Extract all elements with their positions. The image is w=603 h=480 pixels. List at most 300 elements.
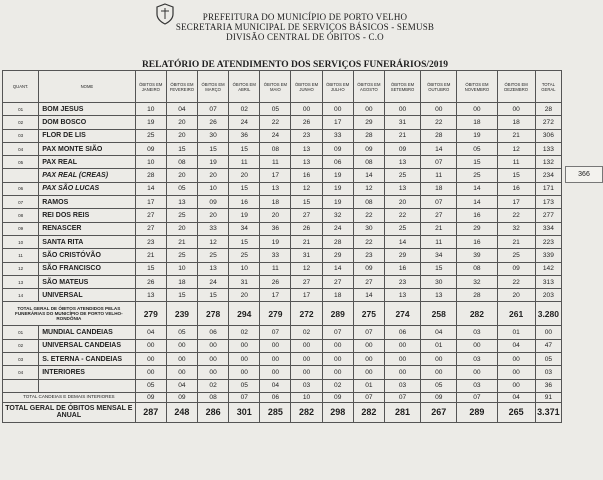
row-total: 05 <box>535 353 561 366</box>
month-value: 00 <box>291 366 322 379</box>
month-value: 12 <box>291 182 322 195</box>
month-value: 33 <box>322 129 353 142</box>
month-value: 29 <box>353 116 384 129</box>
month-value: 00 <box>322 366 353 379</box>
month-value: 23 <box>291 129 322 142</box>
month-value: 00 <box>198 339 229 352</box>
month-value: 27 <box>353 275 384 288</box>
month-value: 18 <box>166 275 197 288</box>
row-total: 234 <box>535 169 561 182</box>
month-value: 28 <box>421 129 457 142</box>
month-value: 09 <box>198 196 229 209</box>
month-value: 20 <box>229 169 260 182</box>
col-header-month: ÓBITOS EM MAIO <box>260 71 291 103</box>
month-value: 22 <box>353 235 384 248</box>
month-value: 00 <box>457 339 497 352</box>
month-value: 278 <box>198 302 229 326</box>
month-value: 19 <box>198 156 229 169</box>
month-value: 09 <box>384 142 420 155</box>
month-value: 08 <box>457 262 497 275</box>
month-value: 22 <box>497 275 535 288</box>
month-value: 06 <box>384 326 420 339</box>
month-value: 26 <box>135 275 166 288</box>
col-header-total: TOTAL GERAL <box>535 71 561 103</box>
row-total: 91 <box>535 392 561 402</box>
month-value: 30 <box>353 222 384 235</box>
month-value: 08 <box>353 196 384 209</box>
month-value: 05 <box>260 103 291 116</box>
month-value: 10 <box>229 262 260 275</box>
month-value: 09 <box>421 392 457 402</box>
row-name <box>39 379 136 392</box>
month-value: 13 <box>384 289 420 302</box>
table-row <box>3 142 562 155</box>
header-line-3: DIVISÃO CENTRAL DE ÓBITOS - C.O <box>226 32 384 42</box>
month-value: 34 <box>421 249 457 262</box>
row-index: 04 <box>3 366 39 379</box>
month-value: 04 <box>135 326 166 339</box>
month-value: 25 <box>457 169 497 182</box>
month-value: 24 <box>229 116 260 129</box>
month-value: 29 <box>322 249 353 262</box>
month-value: 286 <box>198 402 229 422</box>
month-value: 00 <box>229 339 260 352</box>
month-value: 24 <box>198 275 229 288</box>
row-name: UNIVERSAL CANDEIAS <box>39 339 136 352</box>
total-final-row <box>3 402 562 422</box>
month-value: 03 <box>291 379 322 392</box>
row-name: RAMOS <box>39 196 136 209</box>
month-value: 30 <box>198 129 229 142</box>
month-value: 265 <box>497 402 535 422</box>
month-value: 25 <box>384 169 420 182</box>
month-value: 20 <box>497 289 535 302</box>
row-index: 01 <box>3 326 39 339</box>
month-value: 21 <box>166 235 197 248</box>
month-value: 12 <box>497 142 535 155</box>
month-value: 16 <box>497 182 535 195</box>
month-value: 00 <box>353 366 384 379</box>
month-value: 20 <box>384 196 420 209</box>
month-value: 12 <box>353 182 384 195</box>
month-value: 15 <box>229 142 260 155</box>
month-value: 17 <box>135 196 166 209</box>
month-value: 07 <box>229 392 260 402</box>
table-row <box>3 222 562 235</box>
month-value: 25 <box>166 209 197 222</box>
month-value: 30 <box>421 275 457 288</box>
month-value: 16 <box>291 169 322 182</box>
month-value: 31 <box>384 116 420 129</box>
month-value: 07 <box>353 326 384 339</box>
month-value: 27 <box>291 209 322 222</box>
month-value: 15 <box>291 196 322 209</box>
month-value: 10 <box>198 182 229 195</box>
month-value: 21 <box>497 129 535 142</box>
month-value: 17 <box>291 289 322 302</box>
month-value: 32 <box>457 275 497 288</box>
month-value: 11 <box>421 235 457 248</box>
month-value: 19 <box>260 235 291 248</box>
month-value: 21 <box>497 235 535 248</box>
row-index: 12 <box>3 262 39 275</box>
month-value: 18 <box>260 196 291 209</box>
month-value: 17 <box>497 196 535 209</box>
month-value: 19 <box>457 129 497 142</box>
month-value: 28 <box>457 289 497 302</box>
month-value: 15 <box>457 156 497 169</box>
month-value: 00 <box>497 379 535 392</box>
month-value: 08 <box>198 392 229 402</box>
month-value: 12 <box>198 235 229 248</box>
month-value: 14 <box>353 169 384 182</box>
month-value: 00 <box>322 103 353 116</box>
row-total: 47 <box>535 339 561 352</box>
month-value: 00 <box>260 366 291 379</box>
month-value: 04 <box>497 392 535 402</box>
month-value: 282 <box>291 402 322 422</box>
table-row <box>3 262 562 275</box>
month-value: 298 <box>322 402 353 422</box>
month-value: 15 <box>198 142 229 155</box>
row-total: 277 <box>535 209 561 222</box>
month-value: 14 <box>457 182 497 195</box>
month-value: 27 <box>135 209 166 222</box>
row-total: 171 <box>535 182 561 195</box>
month-value: 04 <box>421 326 457 339</box>
month-value: 10 <box>291 392 322 402</box>
month-value: 00 <box>166 353 197 366</box>
month-value: 14 <box>353 289 384 302</box>
total-geral-row <box>3 302 562 326</box>
month-value: 05 <box>421 379 457 392</box>
row-total: 3.371 <box>535 402 561 422</box>
month-value: 11 <box>229 156 260 169</box>
month-value: 15 <box>421 262 457 275</box>
month-value: 07 <box>457 392 497 402</box>
row-total: 173 <box>535 196 561 209</box>
month-value: 08 <box>353 156 384 169</box>
month-value: 20 <box>166 116 197 129</box>
month-value: 24 <box>322 222 353 235</box>
month-value: 00 <box>353 339 384 352</box>
month-value: 36 <box>229 129 260 142</box>
month-value: 20 <box>166 169 197 182</box>
month-value: 20 <box>198 169 229 182</box>
month-value: 00 <box>322 353 353 366</box>
month-value: 07 <box>384 392 420 402</box>
month-value: 18 <box>457 116 497 129</box>
month-value: 20 <box>260 209 291 222</box>
month-value: 281 <box>384 402 420 422</box>
row-name: UNIVERSAL <box>39 289 136 302</box>
month-value: 19 <box>322 196 353 209</box>
month-value: 36 <box>260 222 291 235</box>
month-value: 287 <box>135 402 166 422</box>
month-value: 23 <box>384 275 420 288</box>
month-value: 16 <box>384 262 420 275</box>
table-row <box>3 209 562 222</box>
month-value: 10 <box>166 262 197 275</box>
month-value: 20 <box>166 222 197 235</box>
row-index: 02 <box>3 116 39 129</box>
month-value: 07 <box>198 103 229 116</box>
row-index: 01 <box>3 103 39 116</box>
total-label: TOTAL CANDEIAS E DEMAIS INTERIORES <box>3 392 136 402</box>
month-value: 272 <box>291 302 322 326</box>
month-value: 23 <box>135 235 166 248</box>
row-index: 03 <box>3 129 39 142</box>
month-value: 13 <box>291 156 322 169</box>
total-label: TOTAL GERAL DE ÓBITOS ATENDIDOS PELAS FUNERÁRIAS DO MUNICÍPIO DE PORTO VELHO-RONDÔNIA <box>3 302 136 326</box>
month-value: 00 <box>291 339 322 352</box>
month-value: 19 <box>229 209 260 222</box>
row-name: DOM BOSCO <box>39 116 136 129</box>
month-value: 15 <box>166 142 197 155</box>
month-value: 00 <box>497 103 535 116</box>
row-name: PAX SÃO LUCAS <box>39 182 136 195</box>
row-index: 09 <box>3 222 39 235</box>
row-index: 05 <box>3 156 39 169</box>
month-value: 23 <box>353 249 384 262</box>
table-row <box>3 339 562 352</box>
month-value: 09 <box>497 262 535 275</box>
month-value: 15 <box>135 262 166 275</box>
month-value: 14 <box>322 262 353 275</box>
month-value: 00 <box>229 366 260 379</box>
row-index: 07 <box>3 196 39 209</box>
row-index: 08 <box>3 209 39 222</box>
table-row <box>3 116 562 129</box>
col-header-month: ÓBITOS EM JANEIRO <box>135 71 166 103</box>
month-value: 13 <box>135 289 166 302</box>
row-total: 334 <box>535 222 561 235</box>
month-value: 04 <box>166 103 197 116</box>
table-row <box>3 249 562 262</box>
month-value: 21 <box>135 249 166 262</box>
month-value: 03 <box>384 379 420 392</box>
month-value: 25 <box>166 249 197 262</box>
month-value: 00 <box>291 103 322 116</box>
month-value: 00 <box>229 353 260 366</box>
row-total: 133 <box>535 142 561 155</box>
table-row <box>3 326 562 339</box>
month-value: 25 <box>497 249 535 262</box>
month-value: 27 <box>322 275 353 288</box>
month-value: 14 <box>457 196 497 209</box>
month-value: 258 <box>421 302 457 326</box>
month-value: 04 <box>260 379 291 392</box>
month-value: 01 <box>497 326 535 339</box>
month-value: 275 <box>353 302 384 326</box>
table-row <box>3 103 562 116</box>
month-value: 267 <box>421 402 457 422</box>
month-value: 00 <box>260 339 291 352</box>
month-value: 03 <box>457 353 497 366</box>
table-row <box>3 353 562 366</box>
total-candeias-row <box>3 392 562 402</box>
month-value: 00 <box>384 103 420 116</box>
month-value: 00 <box>457 103 497 116</box>
col-header-month: ÓBITOS EM OUTUBRO <box>421 71 457 103</box>
month-value: 15 <box>229 182 260 195</box>
month-value: 15 <box>497 169 535 182</box>
col-header-month: ÓBITOS EM JULHO <box>322 71 353 103</box>
month-value: 00 <box>457 366 497 379</box>
month-value: 28 <box>322 235 353 248</box>
month-value: 279 <box>135 302 166 326</box>
month-value: 02 <box>229 326 260 339</box>
header-line-1: PREFEITURA DO MUNICÍPIO DE PORTO VELHO <box>202 12 408 22</box>
month-value: 15 <box>198 289 229 302</box>
month-value: 00 <box>497 366 535 379</box>
row-name: REI DOS REIS <box>39 209 136 222</box>
month-value: 13 <box>384 182 420 195</box>
month-value: 18 <box>322 289 353 302</box>
month-value: 00 <box>166 366 197 379</box>
table-row <box>3 196 562 209</box>
table-header-row <box>3 71 562 103</box>
row-name: INTERIORES <box>39 366 136 379</box>
month-value: 04 <box>166 379 197 392</box>
month-value: 20 <box>166 129 197 142</box>
col-header-name: NOME <box>39 71 136 103</box>
month-value: 13 <box>291 142 322 155</box>
table-row <box>3 379 562 392</box>
month-value: 18 <box>497 116 535 129</box>
row-total: 3.280 <box>535 302 561 326</box>
table-row <box>3 289 562 302</box>
month-value: 19 <box>322 182 353 195</box>
month-value: 02 <box>229 103 260 116</box>
row-index: 06 <box>3 182 39 195</box>
row-index: 03 <box>3 353 39 366</box>
month-value: 21 <box>291 235 322 248</box>
month-value: 00 <box>135 353 166 366</box>
month-value: 11 <box>497 156 535 169</box>
month-value: 00 <box>353 353 384 366</box>
row-total: 00 <box>535 326 561 339</box>
month-value: 14 <box>135 182 166 195</box>
row-name: S. ETERNA - CANDEIAS <box>39 353 136 366</box>
month-value: 09 <box>135 142 166 155</box>
month-value: 14 <box>384 235 420 248</box>
table-row <box>3 366 562 379</box>
month-value: 22 <box>421 116 457 129</box>
month-value: 239 <box>166 302 197 326</box>
month-value: 34 <box>229 222 260 235</box>
col-header-month: ÓBITOS EM SETEMBRO <box>384 71 420 103</box>
month-value: 32 <box>497 222 535 235</box>
month-value: 02 <box>198 379 229 392</box>
col-header-month: ÓBITOS EM FEVEREIRO <box>166 71 197 103</box>
month-value: 22 <box>260 116 291 129</box>
month-value: 03 <box>457 379 497 392</box>
month-value: 05 <box>229 379 260 392</box>
month-value: 00 <box>353 103 384 116</box>
row-name: MUNDIAL CANDEIAS <box>39 326 136 339</box>
month-value: 21 <box>384 129 420 142</box>
row-total: 36 <box>535 379 561 392</box>
month-value: 02 <box>322 379 353 392</box>
month-value: 09 <box>166 392 197 402</box>
month-value: 17 <box>260 289 291 302</box>
month-value: 13 <box>166 196 197 209</box>
month-value: 27 <box>135 222 166 235</box>
month-value: 07 <box>421 196 457 209</box>
month-value: 02 <box>291 326 322 339</box>
row-total: 142 <box>535 262 561 275</box>
month-value: 11 <box>421 169 457 182</box>
row-name: PAX MONTE SIÃO <box>39 142 136 155</box>
month-value: 29 <box>457 222 497 235</box>
row-name: SÃO CRISTÓVÃO <box>39 249 136 262</box>
month-value: 27 <box>291 275 322 288</box>
row-index: 11 <box>3 249 39 262</box>
table-row <box>3 129 562 142</box>
month-value: 285 <box>260 402 291 422</box>
month-value: 25 <box>229 249 260 262</box>
row-total: 313 <box>535 275 561 288</box>
month-value: 05 <box>135 379 166 392</box>
row-total: 03 <box>535 366 561 379</box>
month-value: 08 <box>260 142 291 155</box>
month-value: 274 <box>384 302 420 326</box>
month-value: 10 <box>135 156 166 169</box>
month-value: 05 <box>166 326 197 339</box>
row-name: PAX REAL <box>39 156 136 169</box>
month-value: 12 <box>291 262 322 275</box>
month-value: 09 <box>135 392 166 402</box>
row-total: 339 <box>535 249 561 262</box>
month-value: 13 <box>260 182 291 195</box>
month-value: 09 <box>322 142 353 155</box>
row-total: 203 <box>535 289 561 302</box>
month-value: 18 <box>421 182 457 195</box>
month-value: 19 <box>135 116 166 129</box>
month-value: 282 <box>353 402 384 422</box>
row-name: PAX REAL (CREAS) <box>39 169 136 182</box>
month-value: 28 <box>353 129 384 142</box>
month-value: 00 <box>135 339 166 352</box>
month-value: 279 <box>260 302 291 326</box>
month-value: 25 <box>135 129 166 142</box>
month-value: 26 <box>260 275 291 288</box>
row-index <box>3 169 39 182</box>
month-value: 09 <box>353 142 384 155</box>
month-value: 00 <box>198 353 229 366</box>
month-value: 09 <box>353 262 384 275</box>
row-total: 223 <box>535 235 561 248</box>
month-value: 19 <box>322 169 353 182</box>
month-value: 20 <box>198 209 229 222</box>
month-value: 25 <box>198 249 229 262</box>
month-value: 00 <box>198 366 229 379</box>
row-name: RENASCER <box>39 222 136 235</box>
month-value: 31 <box>291 249 322 262</box>
month-value: 16 <box>229 196 260 209</box>
month-value: 07 <box>260 326 291 339</box>
month-value: 13 <box>384 156 420 169</box>
month-value: 294 <box>229 302 260 326</box>
month-value: 00 <box>421 103 457 116</box>
header-line-2: SECRETARIA MUNICIPAL DE SERVIÇOS BÁSICOS - SEMUSB <box>175 22 435 32</box>
month-value: 00 <box>421 366 457 379</box>
row-index: 14 <box>3 289 39 302</box>
col-header-month: ÓBITOS EM NOVEMBRO <box>457 71 497 103</box>
row-index: 10 <box>3 235 39 248</box>
month-value: 00 <box>291 353 322 366</box>
